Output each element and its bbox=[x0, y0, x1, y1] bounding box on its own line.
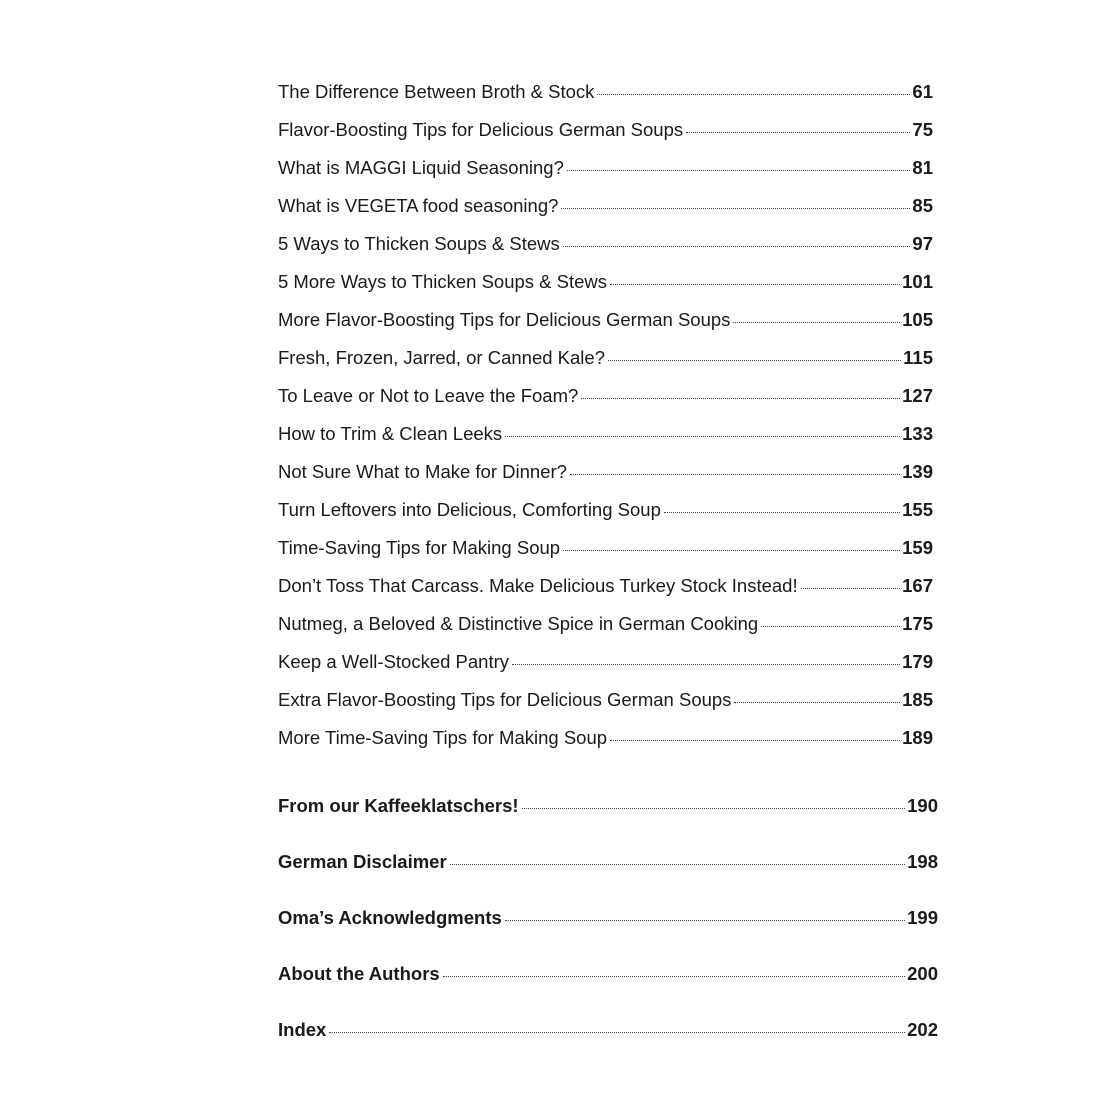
dot-leader bbox=[505, 435, 900, 437]
dot-leader bbox=[733, 321, 900, 323]
toc-entry[interactable] bbox=[278, 114, 933, 152]
toc-section-entry[interactable] bbox=[278, 790, 938, 823]
toc-section-title: German Disclaimer bbox=[278, 851, 447, 872]
toc-entry-page: 75 bbox=[912, 119, 933, 140]
toc-entry-title: How to Trim & Clean Leeks bbox=[278, 423, 503, 444]
toc-entry-page: 105 bbox=[902, 309, 933, 330]
toc-section-entry[interactable] bbox=[278, 1014, 938, 1047]
toc-entry-title: What is VEGETA food seasoning? bbox=[278, 195, 559, 216]
dot-leader bbox=[570, 473, 900, 475]
dot-leader bbox=[563, 245, 911, 247]
toc-section-title: Oma’s Acknowledgments bbox=[278, 907, 502, 928]
dot-leader bbox=[512, 663, 900, 665]
dot-leader bbox=[597, 93, 910, 95]
toc-entry-title: What is MAGGI Liquid Seasoning? bbox=[278, 157, 564, 178]
toc-entry-page: 139 bbox=[902, 461, 933, 482]
toc-entry[interactable] bbox=[278, 76, 933, 114]
toc-entry-title: Time-Saving Tips for Making Soup bbox=[278, 537, 561, 558]
toc-section-entry[interactable] bbox=[278, 902, 938, 935]
toc-entry[interactable] bbox=[278, 266, 933, 304]
dot-leader bbox=[801, 587, 901, 589]
toc-entry-title: More Flavor-Boosting Tips for Delicious German Soups bbox=[278, 309, 731, 330]
dot-leader bbox=[664, 511, 900, 513]
toc-entry[interactable] bbox=[278, 342, 933, 380]
toc-entry-title: The Difference Between Broth & Stock bbox=[278, 81, 595, 102]
toc-entry[interactable] bbox=[278, 380, 933, 418]
toc-entry-page: 97 bbox=[912, 233, 933, 254]
toc-entry-page: 167 bbox=[902, 575, 933, 596]
toc-entry[interactable] bbox=[278, 228, 933, 266]
toc-section-title: From our Kaffeeklatschers! bbox=[278, 795, 519, 816]
toc-entry-page: 159 bbox=[902, 537, 933, 558]
dot-leader bbox=[608, 359, 901, 361]
dot-leader bbox=[610, 283, 900, 285]
toc-entry-title: Keep a Well-Stocked Pantry bbox=[278, 651, 510, 672]
dot-leader bbox=[567, 169, 911, 171]
dot-leader bbox=[329, 1031, 905, 1033]
toc-entry[interactable] bbox=[278, 190, 933, 228]
toc-entry-title: More Time-Saving Tips for Making Soup bbox=[278, 727, 608, 748]
toc-entry[interactable] bbox=[278, 418, 933, 456]
toc-entry-page: 101 bbox=[902, 271, 933, 292]
toc-entry[interactable] bbox=[278, 608, 933, 646]
toc-entry[interactable] bbox=[278, 304, 933, 342]
toc-entry-page: 133 bbox=[902, 423, 933, 444]
table-of-contents bbox=[278, 76, 938, 1047]
toc-entry-page: 189 bbox=[902, 727, 933, 748]
dot-leader bbox=[505, 919, 905, 921]
dot-leader bbox=[563, 549, 900, 551]
toc-entry[interactable] bbox=[278, 646, 933, 684]
toc-section-page: 202 bbox=[907, 1019, 938, 1040]
toc-section-title: Index bbox=[278, 1019, 327, 1040]
toc-section-title: About the Authors bbox=[278, 963, 440, 984]
toc-section-page: 190 bbox=[907, 795, 938, 816]
dot-leader bbox=[522, 807, 906, 809]
toc-entry-page: 155 bbox=[902, 499, 933, 520]
toc-entry[interactable] bbox=[278, 722, 933, 760]
toc-section-entry[interactable] bbox=[278, 958, 938, 991]
toc-entry-title: Nutmeg, a Beloved & Distinctive Spice in German Cooking bbox=[278, 613, 759, 634]
toc-section-page: 198 bbox=[907, 851, 938, 872]
toc-entry-page: 115 bbox=[903, 347, 933, 368]
toc-entry-page: 85 bbox=[912, 195, 933, 216]
dot-leader bbox=[581, 397, 900, 399]
toc-entry-title: Fresh, Frozen, Jarred, or Canned Kale? bbox=[278, 347, 605, 368]
dot-leader bbox=[450, 863, 905, 865]
toc-entry[interactable] bbox=[278, 532, 933, 570]
toc-entry[interactable] bbox=[278, 456, 933, 494]
toc-entry-title: 5 Ways to Thicken Soups & Stews bbox=[278, 233, 560, 254]
dot-leader bbox=[610, 739, 900, 741]
dot-leader bbox=[443, 975, 905, 977]
toc-entry-title: Extra Flavor-Boosting Tips for Delicious German Soups bbox=[278, 689, 732, 710]
toc-section-entry[interactable] bbox=[278, 846, 938, 879]
toc-entry-title: Not Sure What to Make for Dinner? bbox=[278, 461, 567, 482]
toc-section-page: 200 bbox=[907, 963, 938, 984]
toc-entry[interactable] bbox=[278, 684, 933, 722]
dot-leader bbox=[734, 701, 900, 703]
dot-leader bbox=[561, 207, 910, 209]
toc-entry[interactable] bbox=[278, 494, 933, 532]
toc-entry-title: To Leave or Not to Leave the Foam? bbox=[278, 385, 579, 406]
toc-entry-title: 5 More Ways to Thicken Soups & Stews bbox=[278, 271, 608, 292]
dot-leader bbox=[686, 131, 910, 133]
toc-entry-page: 127 bbox=[902, 385, 933, 406]
toc-entry-title: Flavor-Boosting Tips for Delicious German Soups bbox=[278, 119, 684, 140]
toc-entry-title: Turn Leftovers into Delicious, Comforting Soup bbox=[278, 499, 661, 520]
dot-leader bbox=[761, 625, 900, 627]
toc-section-page: 199 bbox=[907, 907, 938, 928]
toc-entry[interactable] bbox=[278, 570, 933, 608]
toc-entry-title: Don’t Toss That Carcass. Make Delicious Turkey Stock Instead! bbox=[278, 575, 798, 596]
toc-entry-page: 179 bbox=[902, 651, 933, 672]
toc-entry-page: 175 bbox=[902, 613, 933, 634]
toc-entry-page: 185 bbox=[902, 689, 933, 710]
toc-entry-page: 81 bbox=[912, 157, 933, 178]
toc-entry-page: 61 bbox=[912, 81, 933, 102]
toc-entry[interactable] bbox=[278, 152, 933, 190]
